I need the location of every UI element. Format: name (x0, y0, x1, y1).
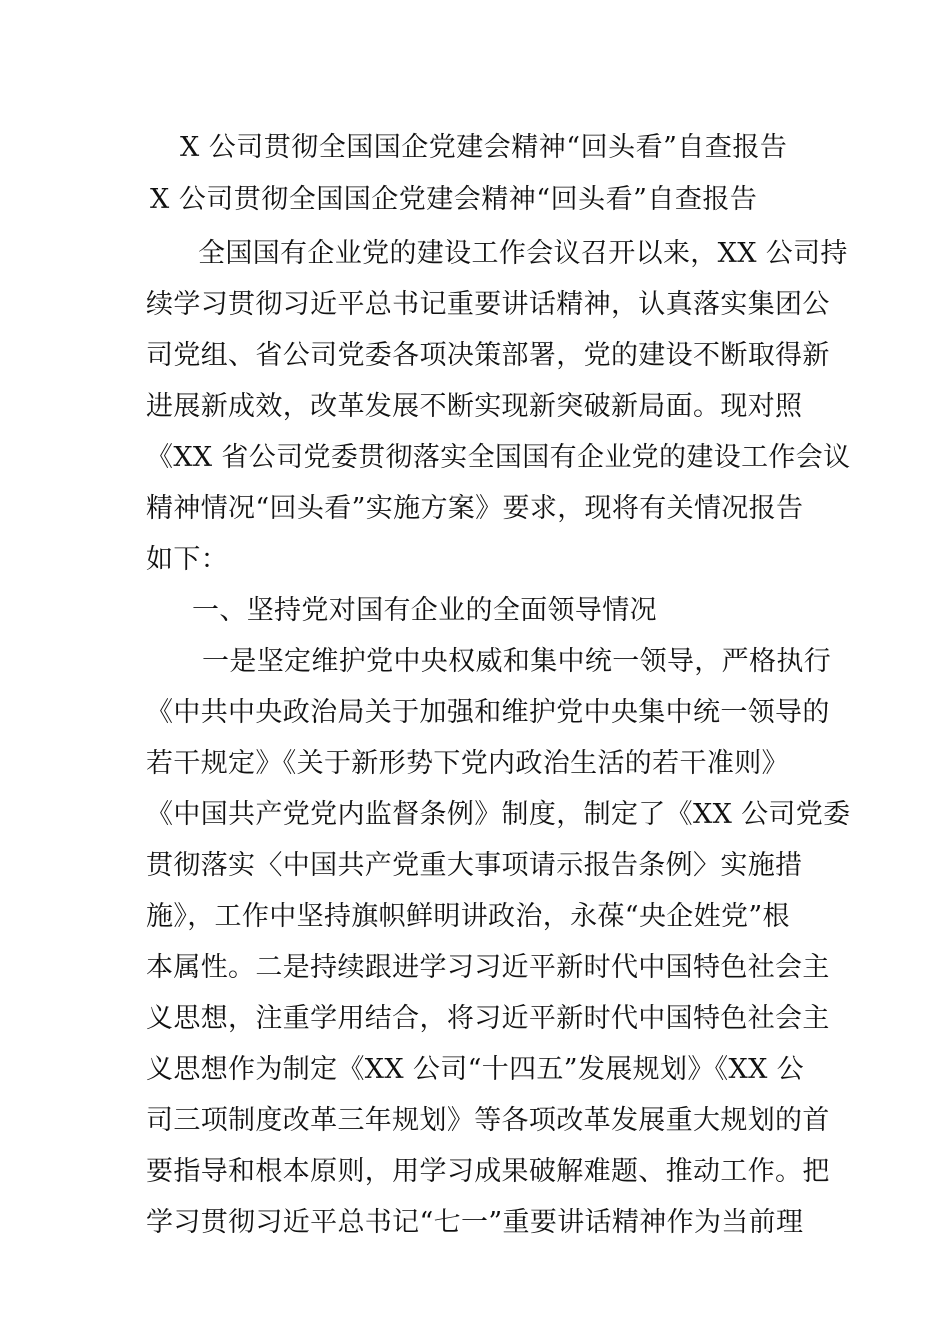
document-body (146, 228, 851, 1248)
paragraph-line: 续学习贯彻习近平总书记重要讲话精神，认真落实集团公 (146, 289, 830, 320)
paragraph-line: 司三项制度改革三年规划》等各项改革发展重大规划的首 (146, 1105, 830, 1136)
section-heading: 一、坚持党对国有企业的全面领导情况 (192, 595, 657, 626)
paragraph-line: 《中共中央政治局关于加强和维护党中央集中统一领导的 (146, 697, 830, 728)
paragraph-line: 本属性。二是持续跟进学习习近平新时代中国特色社会主 (146, 952, 830, 983)
paragraph-line: 《XX 省公司党委贯彻落实全国国有企业党的建设工作会议 (146, 442, 851, 473)
paragraph-line: 学习贯彻习近平总书记“七一”重要讲话精神作为当前理 (146, 1207, 804, 1238)
paragraph-line: 义思想，注重学用结合，将习近平新时代中国特色社会主 (146, 1003, 830, 1034)
paragraph-line: 贯彻落实〈中国共产党重大事项请示报告条例〉实施措 (146, 850, 803, 881)
paragraph-line: 要指导和根本原则，用学习成果破解难题、推动工作。把 (146, 1156, 830, 1187)
paragraph-line: 若干规定》《关于新形势下党内政治生活的若干准则》 (146, 748, 789, 779)
paragraph-line: 如下： (146, 544, 229, 575)
paragraph-line: 义思想作为制定《XX 公司“十四五”发展规划》《XX 公 (146, 1054, 804, 1085)
paragraph-line: 全国国有企业党的建设工作会议召开以来，XX 公司持 (198, 238, 848, 269)
paragraph-line: 一是坚定维护党中央权威和集中统一领导，严格执行 (202, 646, 832, 677)
paragraph-line: 进展新成效，改革发展不断实现新突破新局面。现对照 (146, 391, 803, 422)
paragraph-line: 施》，工作中坚持旗帜鲜明讲政治，永葆“央企姓党”根 (146, 901, 790, 932)
paragraph-line: 精神情况“回头看”实施方案》要求，现将有关情况报告 (146, 493, 804, 524)
document-title-repeat: X 公司贯彻全国国企党建会精神“回头看”自查报告 (150, 184, 758, 215)
paragraph-line: 《中国共产党党内监督条例》制度，制定了《XX 公司党委 (146, 799, 851, 830)
document-title: X 公司贯彻全国国企党建会精神“回头看”自查报告 (180, 132, 788, 163)
paragraph-line: 司党组、省公司党委各项决策部署，党的建设不断取得新 (146, 340, 830, 371)
